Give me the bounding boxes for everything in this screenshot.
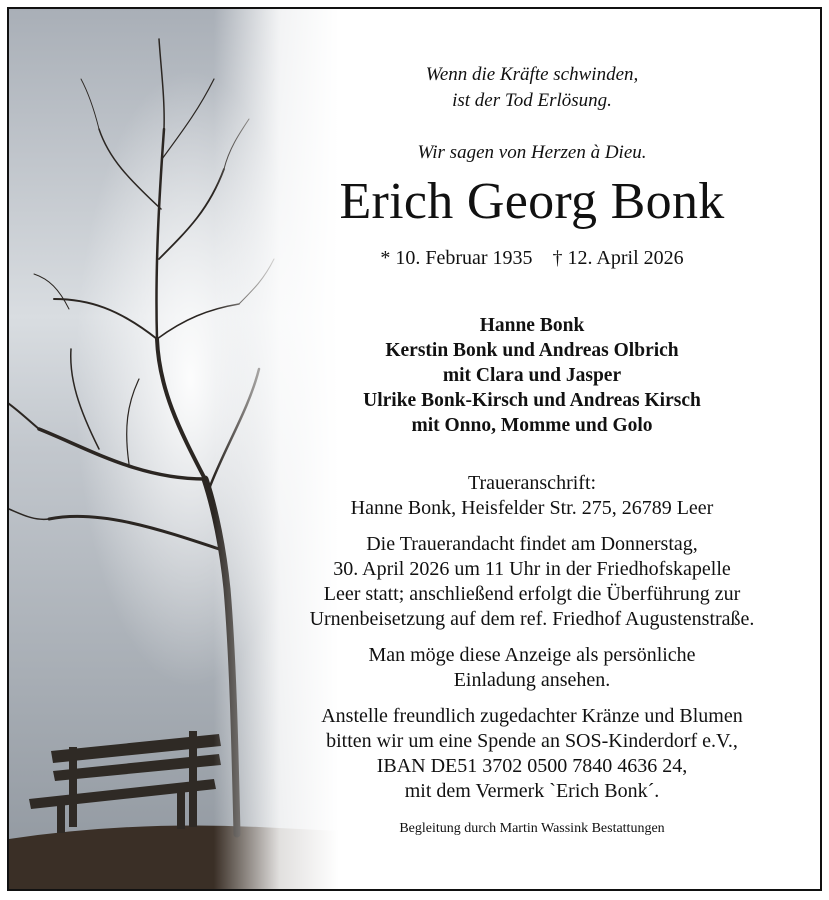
- invitation-line: Man möge diese Anzeige als persönliche: [368, 644, 696, 666]
- quote-line-1: Wenn die Kräfte schwinden,: [425, 64, 639, 85]
- life-dates: [271, 247, 793, 270]
- address-value: Hanne Bonk, Heisfelder Str. 275, 26789 Leer: [350, 497, 714, 519]
- ceremony-line: Urnenbeisetzung auf dem ref. Friedhof Augustenstraße.: [309, 608, 755, 630]
- mourner-line: Ulrike Bonk-Kirsch und Andreas Kirsch: [363, 390, 701, 411]
- ceremony-line: 30. April 2026 um 11 Uhr in der Friedhofskapelle: [333, 558, 731, 580]
- farewell-text: Wir sagen von Herzen à Dieu.: [417, 142, 647, 163]
- mourner-line: Hanne Bonk: [479, 315, 585, 336]
- mourner-line: mit Onno, Momme und Golo: [411, 415, 653, 436]
- donation-line: IBAN DE51 3702 0500 7840 4636 24,: [376, 755, 688, 777]
- death-date: † 12. April 2026: [552, 247, 684, 269]
- donation-line: bitten wir um eine Spende an SOS-Kinderdorf e.V.,: [326, 730, 738, 752]
- quote-line-2: ist der Tod Erlösung.: [452, 90, 612, 111]
- ceremony-line: Die Trauerandacht findet am Donnerstag,: [366, 533, 698, 555]
- birth-date: * 10. Februar 1935: [380, 247, 533, 269]
- mourner-line: Kerstin Bonk und Andreas Olbrich: [385, 340, 679, 361]
- donation-line: Anstelle freundlich zugedachter Kränze und Blumen: [321, 705, 743, 727]
- deceased-name: Erich Georg Bonk: [339, 173, 725, 230]
- ceremony-line: Leer statt; anschließend erfolgt die Überführung zur: [323, 583, 741, 605]
- obituary-frame: [7, 7, 822, 891]
- mourner-line: mit Clara und Jasper: [442, 365, 622, 386]
- address-label: Traueranschrift:: [467, 472, 597, 494]
- invitation-line: Einladung ansehen.: [453, 669, 611, 691]
- donation-line: mit dem Vermerk `Erich Bonk´.: [404, 780, 660, 802]
- undertaker-credit: Begleitung durch Martin Wassink Bestattungen: [399, 821, 665, 836]
